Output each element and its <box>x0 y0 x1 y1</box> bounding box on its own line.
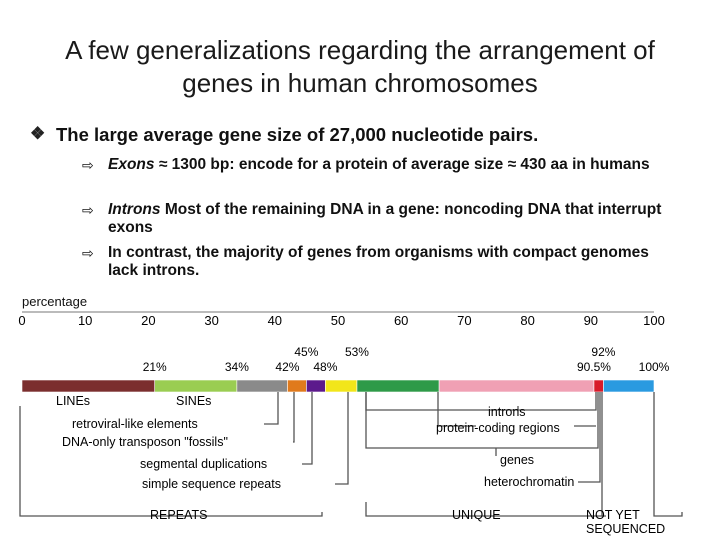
label-retroviral: retroviral-like elements <box>72 417 198 431</box>
main-bullet-text: The large average gene size of 27,000 nucleotide pairs. <box>56 124 539 145</box>
genome-composition-figure <box>18 288 698 538</box>
diamond-bullet-icon: ❖ <box>30 124 46 143</box>
slide-title <box>20 34 700 100</box>
percent-label: 90.5% <box>576 360 611 374</box>
label-protein-coding: protein-coding regions <box>436 421 560 435</box>
leader-lines <box>20 392 682 516</box>
axis-label: percentage <box>22 294 88 309</box>
tick-label: 50 <box>330 313 346 328</box>
bar-segment <box>22 380 155 392</box>
percent-label: 100% <box>638 360 670 374</box>
percent-label: 42% <box>275 360 300 374</box>
tick-label: 20 <box>141 313 156 328</box>
tick-label: 40 <box>267 313 283 328</box>
hollow-arrow-icon: ⇨ <box>82 157 94 173</box>
exons-text: ≈ 1300 bp: encode for a protein of average size ≈ 430 aa in humans <box>154 156 650 173</box>
percent-label: 21% <box>142 360 167 374</box>
axis-ticks <box>18 312 664 328</box>
label-sines: SINEs <box>176 394 212 408</box>
label-genes: genes <box>500 453 535 467</box>
percent-labels <box>143 345 670 374</box>
label-dna-only: DNA-only transposon "fossils" <box>62 435 228 449</box>
label-repeats: REPEATS <box>150 508 208 522</box>
label-heterochromatin: heterochromatin <box>484 475 575 489</box>
tick-label: 0 <box>18 313 26 328</box>
percent-label: 45% <box>294 345 319 359</box>
label-introns: introns <box>488 405 526 419</box>
exons-term: Exons <box>108 156 155 173</box>
tick-label: 60 <box>393 313 409 328</box>
hollow-arrow-icon: ⇨ <box>82 202 94 218</box>
percent-label: 53% <box>344 345 369 359</box>
percent-label: 48% <box>313 360 338 374</box>
compact-genomes-text: In contrast, the majority of genes from organisms with compact genomes lack introns. <box>108 244 649 279</box>
introns-text: Most of the remaining DNA in a gene: noncoding DNA that interrupt exons <box>108 201 662 236</box>
label-lines: LINEs <box>56 394 91 408</box>
bar-segment <box>594 380 603 392</box>
sub-bullet-exons <box>82 156 678 174</box>
percent-label: 34% <box>224 360 249 374</box>
tick-label: 90 <box>583 313 599 328</box>
sub-bullet-introns <box>82 201 678 237</box>
tick-label: 30 <box>204 313 219 328</box>
label-segmental: segmental duplications <box>140 457 268 471</box>
bar-segment <box>237 380 288 392</box>
percent-label: 92% <box>591 345 616 359</box>
main-bullet <box>30 124 696 146</box>
tick-label: 80 <box>520 313 535 328</box>
label-unique: UNIQUE <box>452 508 501 522</box>
tick-label: 70 <box>457 313 472 328</box>
title-line-1: A few generalizations regarding the arrangement of <box>65 35 655 65</box>
title-line-2: genes in human chromosomes <box>182 68 538 98</box>
bar-segment <box>155 380 237 392</box>
bar-segment <box>306 380 325 392</box>
label-simple: simple sequence repeats <box>142 477 281 491</box>
bar-segment <box>325 380 357 392</box>
composition-bar <box>22 380 654 392</box>
introns-term: Introns <box>108 201 161 218</box>
bar-segment <box>357 380 439 392</box>
label-not-yet: NOT YET <box>586 508 640 522</box>
sub-bullet-compact-genomes <box>82 244 678 280</box>
tick-label: 10 <box>77 313 93 328</box>
tick-label: 100 <box>643 313 665 328</box>
label-sequenced: SEQUENCED <box>586 522 666 536</box>
bar-segment <box>287 380 306 392</box>
bar-segment <box>439 380 594 392</box>
hollow-arrow-icon: ⇨ <box>82 245 94 261</box>
bar-segment <box>603 380 654 392</box>
